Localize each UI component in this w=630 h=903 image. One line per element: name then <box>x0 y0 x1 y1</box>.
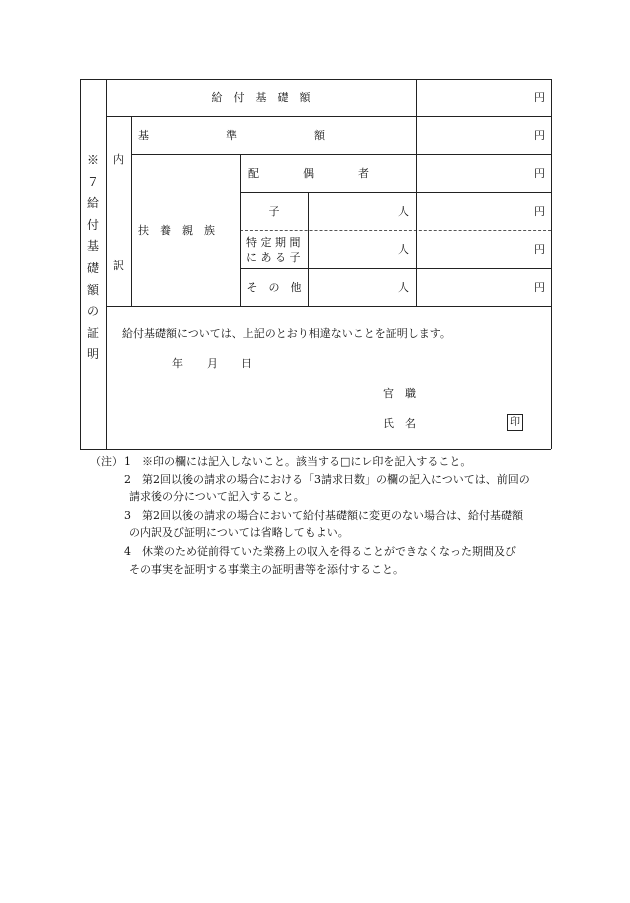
breakdown-label-upper: 内 <box>113 153 124 166</box>
child-person-unit: 人 <box>398 205 409 218</box>
row-divider <box>106 116 551 117</box>
other-label: そ の 他 <box>246 281 302 294</box>
child-label: 子 <box>268 205 280 218</box>
note-number: 1 <box>124 455 131 468</box>
row-divider <box>106 306 551 307</box>
side-label: ※７給付基礎額の証明 <box>86 153 99 362</box>
date-year-label: 年 <box>172 357 183 370</box>
specified-period-child-yen: 円 <box>534 243 545 256</box>
form-border-bottom <box>80 449 551 450</box>
seal-mark: 印 <box>507 414 523 431</box>
basic-benefit-amount-yen: 円 <box>534 91 545 104</box>
spouse-yen: 円 <box>534 167 545 180</box>
child-yen: 円 <box>534 205 545 218</box>
note-number: 4 <box>124 545 131 558</box>
official-title-label: 官 職 <box>383 387 416 400</box>
date-month-label: 月 <box>207 357 218 370</box>
specified-period-child-person-unit: 人 <box>398 243 409 256</box>
note-number: 2 <box>124 473 131 486</box>
date-day-label: 日 <box>241 357 252 370</box>
note-number: 3 <box>124 509 131 522</box>
standard-amount-yen: 円 <box>534 129 545 142</box>
basic-benefit-amount-label: 給 付 基 礎 額 <box>211 91 311 104</box>
form-border-top <box>80 79 551 80</box>
form-border-right <box>551 79 552 449</box>
column-divider <box>106 79 107 449</box>
amount-column-divider <box>416 79 417 306</box>
dependents-label: 扶 養 親 族 <box>138 224 215 237</box>
row-divider <box>240 268 551 269</box>
note-text: 第2回以後の請求の場合における「3請求日数」の欄の記入については、前回の <box>142 473 530 486</box>
other-person-unit: 人 <box>398 281 409 294</box>
breakdown-label-lower: 訳 <box>113 259 124 272</box>
note-text: 休業のため従前得ていた業務上の収入を得ることができなくなった期間及び <box>142 545 516 558</box>
note-text: ※印の欄には記入しないこと。該当する□にレ印を記入すること。 <box>142 455 472 468</box>
note-text: その事実を証明する事業主の証明書等を添付すること。 <box>129 563 404 576</box>
other-yen: 円 <box>534 281 545 294</box>
name-label: 氏 名 <box>383 417 416 430</box>
certification-statement: 給付基礎額については、上記のとおり相違ないことを証明します。 <box>122 327 451 340</box>
note-text: 第2回以後の請求の場合において給付基礎額に変更のない場合は、給付基礎額 <box>142 509 523 522</box>
row-divider <box>240 192 551 193</box>
row-divider <box>131 154 551 155</box>
column-divider <box>308 192 309 306</box>
specified-period-child-label-line1: 特 定 期 間 <box>246 236 301 249</box>
specified-period-child-label-line2: に あ る 子 <box>246 251 301 264</box>
spouse-label: 配 偶 者 <box>248 167 369 180</box>
form-border-left <box>80 79 81 449</box>
note-text: 請求後の分について記入すること。 <box>129 490 305 503</box>
column-divider <box>131 116 132 306</box>
note-text: の内訳及び証明については省略してもよい。 <box>129 526 349 539</box>
standard-amount-label: 基 準 額 <box>138 129 325 142</box>
row-divider-dashed <box>240 230 551 231</box>
notes-prefix: （注） <box>90 455 123 468</box>
